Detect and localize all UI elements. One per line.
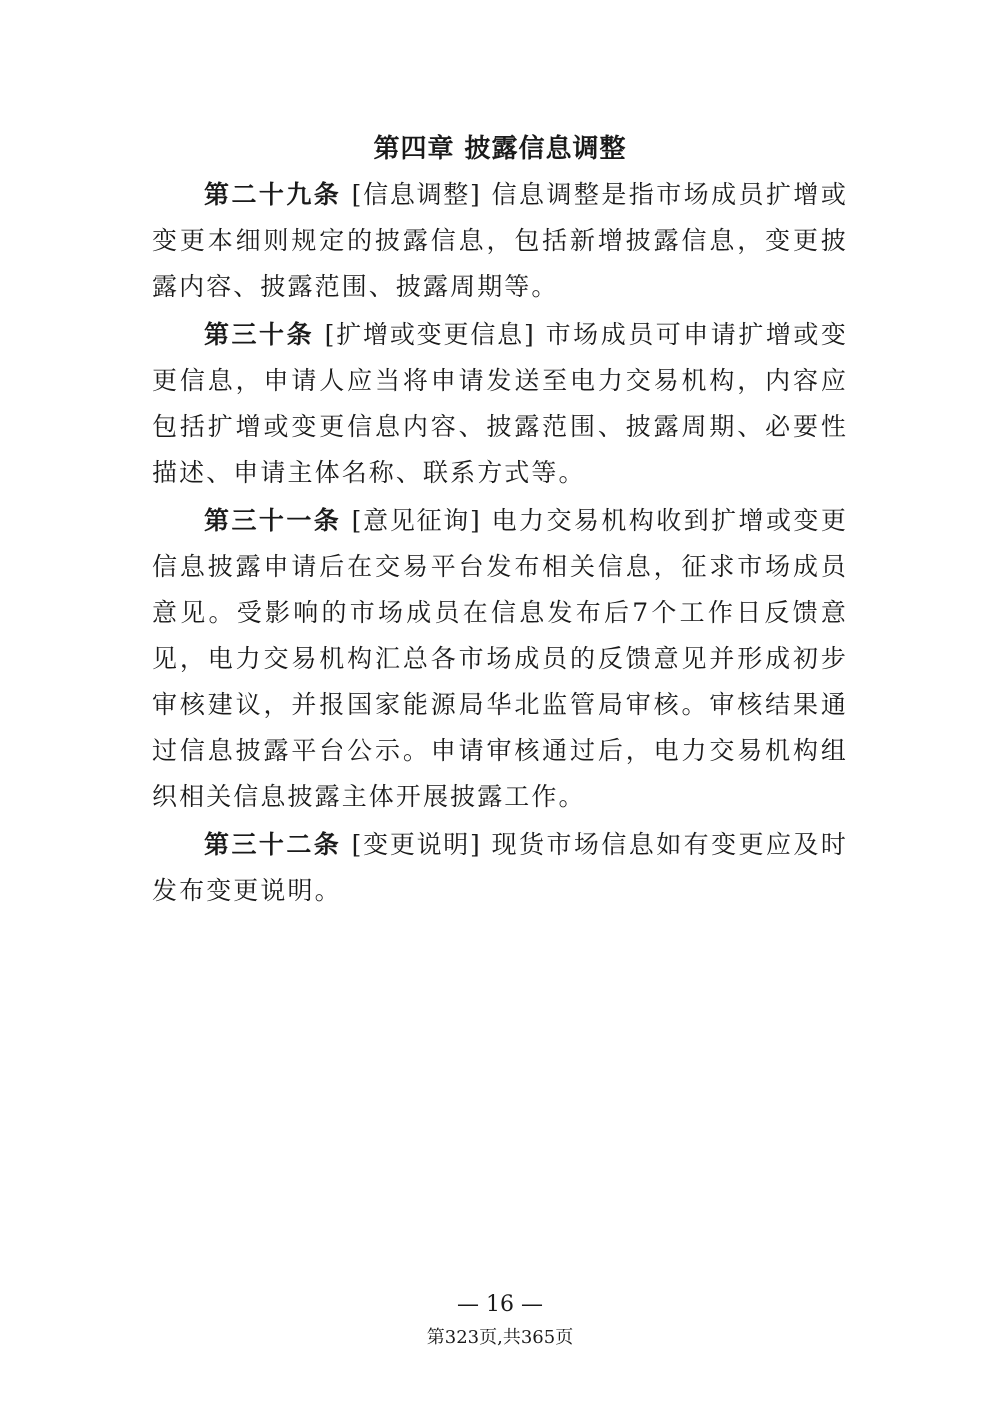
article-text: 市场成员可申请扩增或变更信息，申请人应当将申请发送至电力交易机构，内容应包括扩增或变更信息内容、披露范围、披露周期、必要性描述、申请主体名称、联系方式等。 xyxy=(152,320,849,487)
article-tag: [信息调整] xyxy=(351,180,482,209)
article-32 xyxy=(152,822,848,914)
article-31 xyxy=(152,498,848,820)
article-text: 现货市场信息如有变更应及时发布变更说明。 xyxy=(152,830,848,905)
article-number: 第二十九条 xyxy=(204,180,342,209)
article-30 xyxy=(152,312,848,496)
article-29 xyxy=(152,172,848,310)
article-tag: [变更说明] xyxy=(351,830,482,859)
article-number: 第三十一条 xyxy=(204,506,342,535)
article-text: 信息调整是指市场成员扩增或变更本细则规定的披露信息，包括新增披露信息，变更披露内容、披露范围、披露周期等。 xyxy=(152,180,848,301)
article-tag: [扩增或变更信息] xyxy=(324,320,536,349)
article-text: 电力交易机构收到扩增或变更信息披露申请后在交易平台发布相关信息，征求市场成员意见。受影响的市场成员在信息发布后7个工作日反馈意见，电力交易机构汇总各市场成员的反馈意见并形成初步审核建议，并报国家能源局华北监管局审核。审核结果通过信息披露平台公示。申请审核通过后，电力交易机构组织相关信息披露主体开展披露工作。 xyxy=(152,506,848,811)
article-tag: [意见征询] xyxy=(351,506,482,535)
document-body xyxy=(152,172,848,916)
article-number: 第三十二条 xyxy=(204,830,342,859)
page-footer: 第323页,共365页 xyxy=(426,1327,574,1348)
chapter-title: 第四章 披露信息调整 xyxy=(373,134,627,164)
article-number: 第三十条 xyxy=(204,320,315,349)
page-number: — 16 — xyxy=(457,1292,543,1317)
